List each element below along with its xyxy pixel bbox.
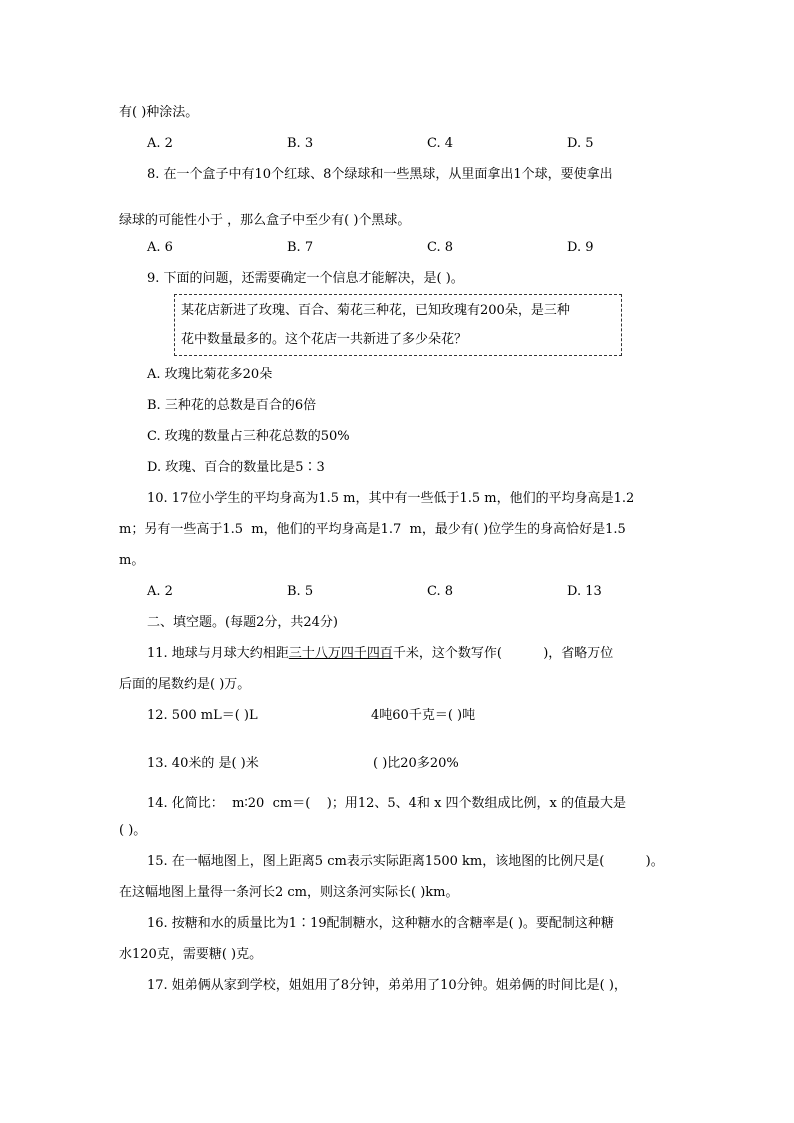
q13-right: ( )比20多20% (373, 756, 459, 771)
q10-option-b: B. 5 (287, 584, 314, 599)
q7-option-c: C. 4 (427, 136, 454, 151)
q7-tail: 有( )种涂法。 (119, 105, 199, 120)
q9-option-d: D. 玫瑰、百合的数量比是5∶3 (147, 460, 325, 475)
q10-line2: m；另有一些高于1.5 m，他们的平均身高是1.7 m，最少有( )位学生的身高恰好是1.5 (119, 522, 626, 537)
q9-box-line1: 某花店新进了玫瑰、百合、菊花三种花，已知玫瑰有200朵，是三种 (181, 303, 570, 318)
q14-line1: 14. 化简比： m∶20 cm＝( )；用12、5、4和 x 四个数组成比例，x 的值最大是 (147, 796, 627, 811)
q10-line3: m。 (119, 553, 145, 568)
q11-pre: 11. 地球与月球大约相距 (147, 646, 289, 661)
q9-option-c: C. 玫瑰的数量占三种花总数的50% (147, 429, 350, 444)
q8-option-b: B. 7 (287, 240, 314, 255)
q10-option-c: C. 8 (427, 584, 454, 599)
q15-line2: 在这幅地图上量得一条河长2 cm，则这条河实际长( )km。 (119, 885, 459, 900)
q8-option-a: A. 6 (147, 240, 173, 255)
q12-left: 12. 500 mL＝( )L (147, 708, 258, 723)
q12-right: 4吨60千克＝( )吨 (371, 708, 476, 723)
q10-option-d: D. 13 (567, 584, 602, 599)
q11-post: 千米，这个数写作( )，省略万位 (392, 646, 614, 661)
q14-line2: ( )。 (119, 823, 147, 838)
q16-line1: 16. 按糖和水的质量比为1∶19配制糖水，这种糖水的含糖率是( )。要配制这种糖 (147, 916, 614, 931)
q16-line2: 水120克，需要糖( )克。 (119, 947, 263, 962)
q9-option-a: A. 玫瑰比菊花多20朵 (147, 367, 273, 382)
q13-left: 13. 40米的 是( )米 (147, 756, 259, 771)
q9-stem: 9. 下面的问题，还需要确定一个信息才能解决，是( )。 (147, 271, 464, 286)
q9-box-line2: 花中数量最多的。这个花店一共新进了多少朵花？ (181, 332, 468, 347)
q7-option-b: B. 3 (287, 136, 314, 151)
q15-line1: 15. 在一幅地图上，图上距离5 cm表示实际距离1500 km，该地图的比例尺是( )。 (147, 854, 664, 869)
q11-line1 (147, 646, 613, 662)
q10-line1: 10. 17位小学生的平均身高为1.5 m，其中有一些低于1.5 m，他们的平均身高是1.2 (147, 491, 635, 506)
q8-option-d: D. 9 (567, 240, 594, 255)
q11-line2: 后面的尾数约是( )万。 (119, 677, 251, 692)
q9-option-b: B. 三种花的总数是百合的6倍 (147, 398, 317, 413)
q11-underlined-number: 三十八万四千四百 (288, 646, 393, 661)
q8-line2: 绿球的可能性小于 ，那么盒子中至少有( )个黑球。 (119, 213, 411, 228)
q8-line1: 8. 在一个盒子中有10个红球、8个绿球和一些黑球，从里面拿出1个球，要使拿出 (147, 167, 613, 182)
q17-line1: 17. 姐弟俩从家到学校，姐姐用了8分钟，弟弟用了10分钟。姐弟俩的时间比是( )， (147, 978, 627, 993)
q7-option-a: A. 2 (147, 136, 173, 151)
q7-option-d: D. 5 (567, 136, 594, 151)
section-heading-fill-in: 二、填空题。(每题2分，共24分) (147, 615, 338, 630)
q10-option-a: A. 2 (147, 584, 173, 599)
q8-option-c: C. 8 (427, 240, 454, 255)
